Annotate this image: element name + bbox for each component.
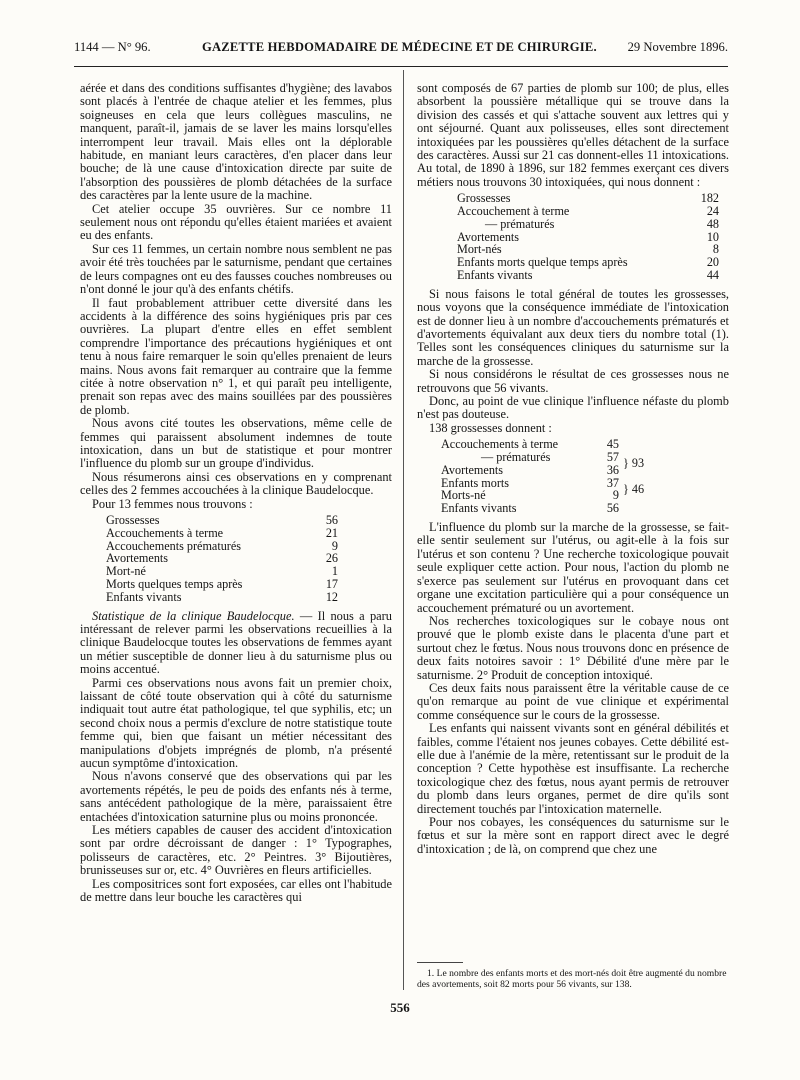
row-label: Morts-né bbox=[441, 488, 486, 503]
paragraph: Les métiers capables de causer des accident d'intoxication sont par ordre décroissant de danger : 1° Typographes, polisseurs de caractères, etc. 2° Peintres. 3° Bijoutières, brunisseuses sur or, etc. 4° Ouvrières en fleurs artificielles. bbox=[80, 823, 392, 878]
page-number: 556 bbox=[390, 1000, 410, 1015]
row-value: 45 bbox=[606, 437, 619, 452]
row-label: Grossesses bbox=[457, 191, 511, 206]
table-row bbox=[441, 502, 663, 515]
row-label: Grossesses bbox=[106, 513, 160, 527]
row-label: Morts quelques temps après bbox=[106, 576, 243, 591]
paragraph: Nous avons cité toutes les observations, même celle de femmes qui paraissent absolument indemnes de toute intoxication, dans un but de statistique et pour montrer l'influence du plomb sur un groupe d'individus. bbox=[80, 416, 392, 471]
paragraph bbox=[80, 610, 392, 677]
table-row bbox=[457, 205, 719, 218]
row-value: 182 bbox=[700, 191, 719, 206]
row-value: 21 bbox=[325, 525, 338, 540]
left-column bbox=[80, 82, 392, 905]
row-value: 56 bbox=[325, 513, 338, 527]
row-value: 10 bbox=[706, 229, 719, 244]
header-issue: 1144 — N° 96. bbox=[74, 40, 151, 54]
stats-table-138-pregnancies bbox=[441, 438, 663, 515]
row-value: 17 bbox=[325, 576, 338, 591]
paragraph: Ces deux faits nous paraissent être la véritable cause de ce qu'on remarque au point de vue clinique et expérimental comme conséquence sur le cours de la grossesse. bbox=[417, 680, 729, 722]
paragraph: Nous n'avons conservé que des observations qui par les avortements répétés, le peu de poids des enfants nés à terme, sans antécédent pathologique de la mère, paraissaient être entachées d'intoxication saturnine plus ou moins prononcée. bbox=[80, 769, 392, 824]
paragraph: Si nous faisons le total général de toutes les grossesses, nous voyons que la conséquence immédiate de l'intoxication est de donner lieu à un nombre d'accouchements prématurés et d'avortements équivalant aux deux tiers du nombre total (1). Telles sont les conséquences cliniques du saturnisme sur la marche de la grossesse. bbox=[417, 286, 729, 368]
paragraph: 138 grossesses donnent : bbox=[429, 420, 552, 435]
table-row bbox=[106, 514, 338, 527]
row-label: Accouchements à terme bbox=[441, 437, 559, 452]
header-date: 29 Novembre 1896. bbox=[627, 40, 728, 54]
footnote: 1. Le nombre des enfants morts et des mort-nés doit être augmenté du nombre des avortements, soit 82 morts pour 56 vivants, sur 138. bbox=[417, 968, 727, 991]
right-column bbox=[417, 82, 729, 856]
group-total-93: } 93 bbox=[623, 456, 645, 471]
row-value: 24 bbox=[706, 204, 719, 219]
row-value: 12 bbox=[325, 589, 338, 604]
row-value: 37 bbox=[606, 475, 619, 490]
row-value: 57 bbox=[606, 450, 619, 465]
row-value: 1 bbox=[331, 564, 338, 579]
paragraph: Si nous considérons le résultat de ces grossesses nous ne retrouvons que 56 vivants. bbox=[417, 367, 729, 395]
table-row bbox=[457, 218, 719, 231]
row-value: 9 bbox=[331, 538, 338, 553]
group-total-46: } 46 bbox=[623, 482, 645, 497]
footnote-rule bbox=[417, 962, 463, 963]
running-header bbox=[74, 40, 728, 60]
row-label: — prématurés bbox=[485, 216, 555, 231]
paragraph: sont composés de 67 parties de plomb sur 100; de plus, elles absorbent la poussière métallique qui se trouve dans la division des cassés et qui s'attache souvent aux lettres qui y ont séjourné. Quant aux polisseuses, elles sont directement intoxiquées par les poussières qu'elles détachent de la surface des caractères. Aussi sur 21 cas donnent-elles 11 intoxications. Au total, de 1890 à 1896, sur 182 femmes exerçant ces divers métiers nous trouvons 30 intoxiquées, qui nous donnent : bbox=[417, 81, 729, 189]
table-row bbox=[441, 438, 663, 451]
row-label: Enfants vivants bbox=[441, 501, 517, 516]
paragraph: Les compositrices sont fort exposées, car elles ont l'habitude de mettre dans leur bouche les caractères qui bbox=[80, 876, 392, 905]
paragraph: Il faut probablement attribuer cette diversité dans les accidents à la différence des soins hygiéniques pris par ces ouvrières. La plupart d'entre elles en effet semblent comprendre l'importance des précautions hygiéniques et ont tenu à nous faire remarquer le soin qu'elles prenaient de leurs mains. Nous avons fait remarquer au contraire que la femme citée à notre observation n° 1, et qui paraît peu intelligente, prenait son repas avec des mains souillées par des poussières de plomb. bbox=[80, 295, 392, 417]
paragraph: Les enfants qui naissent vivants sont en général débilités et faibles, comme l'étaient nos jeunes cobayes. Cette débilité est-elle due à l'anémie de la mère, retentissant sur le produit de la conception ? Cette hypothèse est insuffisante. La recherche toxicologique chez des fœtus, nous ayant permis de retrouver du plomb dans leurs organes, permet de dire qu'ils sont directement touchés par l'intoxication maternelle. bbox=[417, 721, 729, 816]
table-row bbox=[457, 269, 719, 282]
paragraph: Pour 13 femmes nous trouvons : bbox=[92, 496, 253, 511]
stats-table-182-women bbox=[457, 192, 719, 282]
paragraph: Cet atelier occupe 35 ouvrières. Sur ce nombre 11 seulement nous ont répondu qu'elles étaient mariées et avaient eu des enfants. bbox=[80, 201, 392, 243]
row-value: 36 bbox=[606, 462, 619, 477]
paragraph: Pour nos cobayes, les conséquences du saturnisme sur le fœtus et sur la mère sont en rapport direct avec le degré d'intoxication ; de là, on comprend que chez une bbox=[417, 815, 729, 856]
stats-table-13-women bbox=[106, 514, 338, 604]
row-label: Avortements bbox=[441, 462, 504, 477]
row-value: 56 bbox=[606, 501, 619, 516]
row-label: Enfants vivants bbox=[457, 268, 533, 283]
paragraph: L'influence du plomb sur la marche de la grossesse, se fait-elle sentir seulement sur l'utérus, ou agit-elle à la fois sur l'utérus et son contenu ? Une recherche toxicologique pouvait seule expliquer cette action. Pour nous, l'action du plomb ne s'exerce pas seulement sur l'utérus en provoquant dans cet organe une excitation particulière qui a pour conséquence un accouchement prématuré ou un avortement. bbox=[417, 520, 729, 615]
row-label: Accouchements à terme bbox=[106, 525, 224, 540]
header-journal-title: GAZETTE HEBDOMADAIRE DE MÉDECINE ET DE CHIRURGIE. bbox=[202, 40, 597, 54]
row-label: Enfants vivants bbox=[106, 589, 182, 604]
row-value: 8 bbox=[712, 242, 719, 257]
paragraph-text: — Il nous a paru intéressant de relever parmi les observations recueillies à la clinique Baudelocque toutes les observations de femmes ayant un métier susceptible de donner lieu à du saturnisme plus ou moins accentué. bbox=[80, 608, 392, 677]
paragraph: Nous résumerons ainsi ces observations en y comprenant celles des 2 femmes accouchées à la clinique Baudelocque. bbox=[80, 469, 392, 498]
column-divider bbox=[403, 70, 404, 990]
header-rule bbox=[74, 66, 728, 67]
row-value: 26 bbox=[325, 551, 338, 566]
row-label: Avortements bbox=[106, 551, 169, 566]
row-label: Accouchements prématurés bbox=[106, 538, 242, 553]
row-label: Mort-né bbox=[106, 564, 146, 579]
row-label: — prématurés bbox=[481, 450, 551, 465]
paragraph: Nos recherches toxicologiques sur le cobaye nous ont prouvé que le plomb existe dans le placenta d'une part et surtout chez le fœtus. Nous nous trouvons donc en présence de deux faits notoires savoir : 1° Débilité d'une mère par le saturnisme. 2° Produit de conception intoxiqué. bbox=[417, 613, 729, 682]
row-label: Enfants morts bbox=[441, 475, 510, 490]
row-value: 20 bbox=[706, 255, 719, 270]
table-row bbox=[106, 591, 338, 604]
row-value: 44 bbox=[706, 268, 719, 283]
row-label: Avortements bbox=[457, 229, 520, 244]
paragraph: Donc, au point de vue clinique l'influence néfaste du plomb n'est pas douteuse. bbox=[417, 394, 729, 422]
table-row bbox=[441, 451, 663, 464]
paragraph: aérée et dans des conditions suffisantes d'hygiène; des lavabos sont placés à l'entrée de chaque atelier et les femmes, plus soigneuses en cela que leurs collègues masculins, ne manquent, paraît-il, jamais de se laver les mains lorsqu'elles interrompent leur travail. Mais elles ont la déplorable habitude, en maniant leurs caractères, d'en placer dans leur bouche; de là une cause d'intoxication directe par suite de l'absorption des poussières de plomb détachées de la surface des caractères par la lente usure de la machine. bbox=[80, 81, 392, 203]
paragraph: Parmi ces observations nous avons fait un premier choix, laissant de côté toute observation qui à côté du saturnisme indiquait tout autre état pathologique, tel que syphilis, etc; un second choix nous a permis d'exclure de notre statistique toute femme qui, bien que faisant un métier nécessitant des manipulations d'objets imprégnés de plomb, n'a présenté aucun symptôme d'intoxication. bbox=[80, 675, 392, 771]
paragraph: Sur ces 11 femmes, un certain nombre nous semblent ne pas avoir été très touchées par le saturnisme, pendant que certaines de leurs compagnes ont eu des fausses couches nombreuses ou n'ont donné le jour qu'à des enfants chétifs. bbox=[80, 241, 392, 297]
row-value: 48 bbox=[706, 216, 719, 231]
row-label: Enfants morts quelque temps après bbox=[457, 255, 628, 270]
row-label: Accouchement à terme bbox=[457, 204, 570, 219]
table-row bbox=[106, 578, 338, 591]
section-title: Statistique de la clinique Baudelocque. bbox=[92, 608, 295, 623]
row-label: Mort-nés bbox=[457, 242, 502, 257]
table-row bbox=[106, 527, 338, 540]
row-value: 9 bbox=[612, 488, 619, 503]
